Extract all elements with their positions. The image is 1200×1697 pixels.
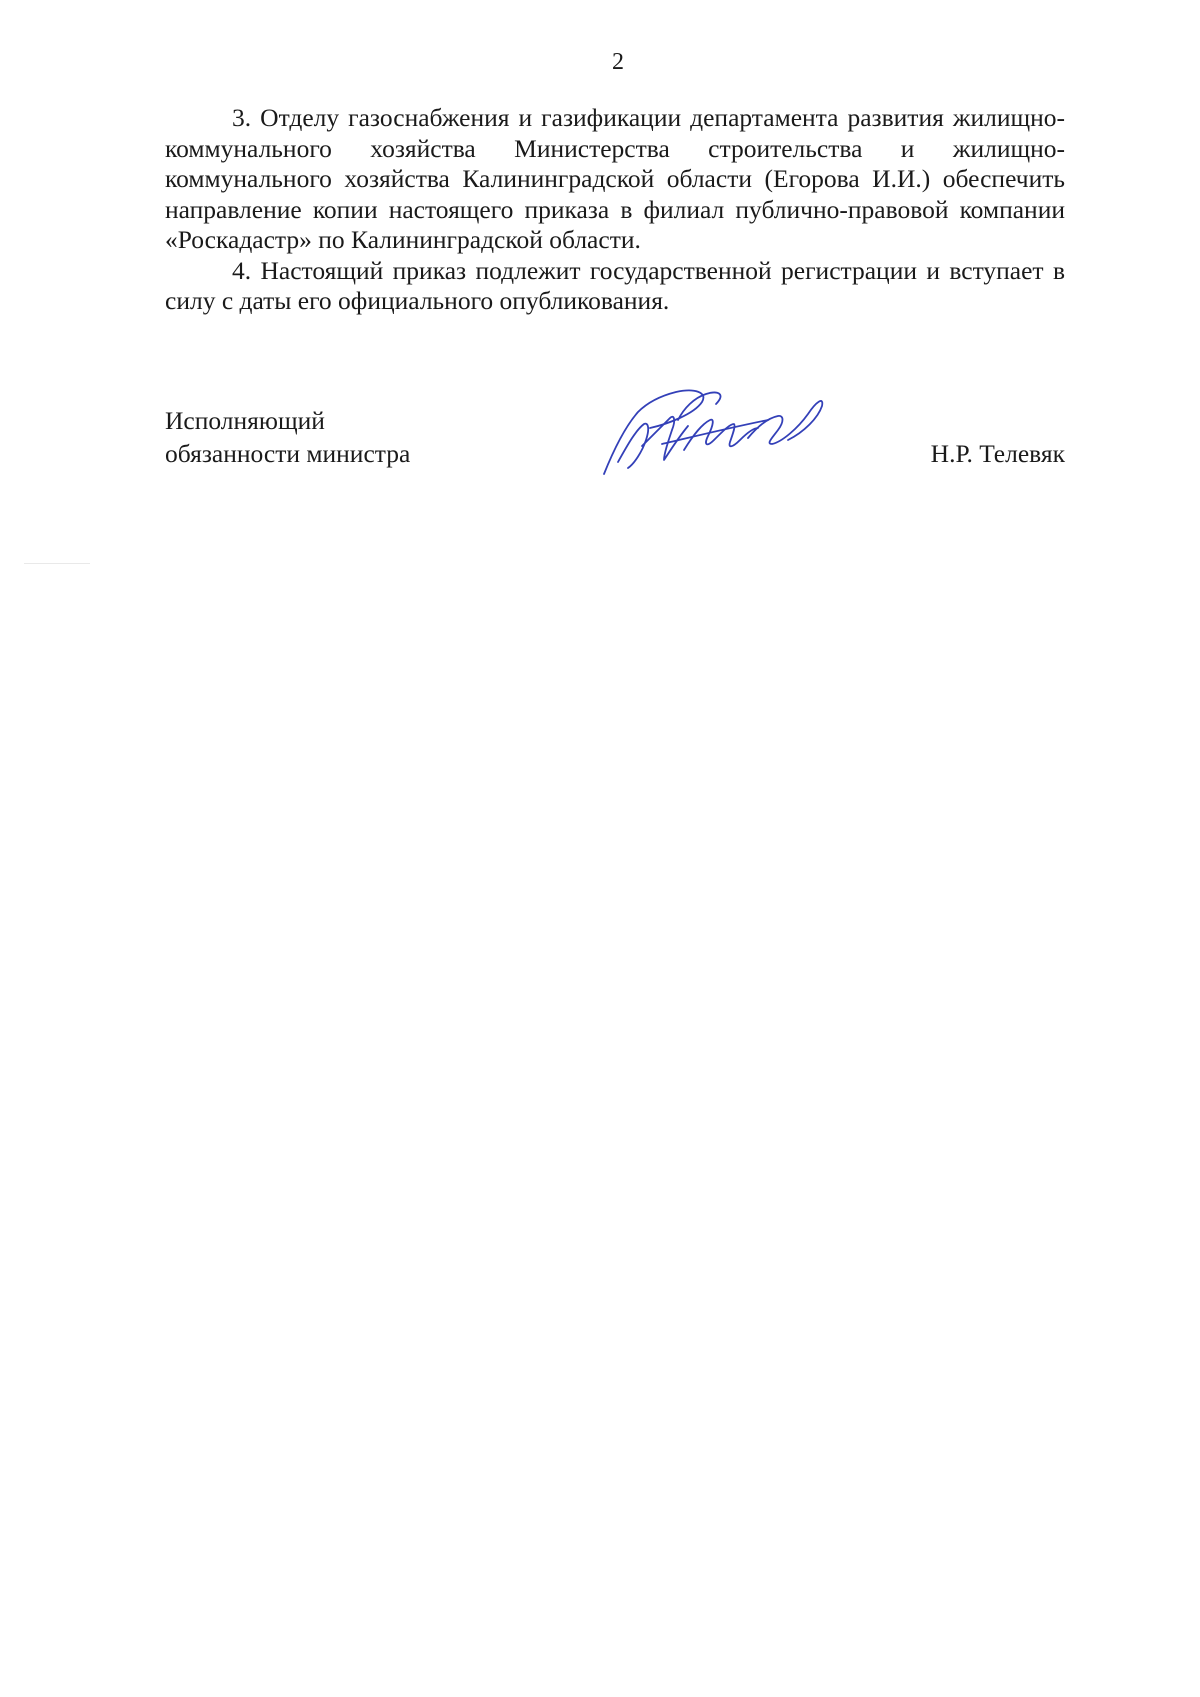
document-body: [165, 103, 1065, 317]
handwritten-signature: [598, 384, 830, 480]
paragraph-3: 3. Отделу газоснабжения и газификации департамента развития жилищно-коммунального хозяйства Министерства строительства и жилищно-коммунального хозяйства Калининградской области (Егорова И.И.) обеспечить направление копии настоящего приказа в филиал публично-правовой компании «Роскадастр» по Калининградской области.: [165, 103, 1065, 254]
scan-artifact: [24, 563, 90, 564]
signatory-title-line-2: обязанности министра: [165, 439, 411, 468]
signatory-title-line-1: Исполняющий: [165, 406, 325, 435]
page-number: 2: [612, 49, 624, 75]
signatory-name: Н.Р. Телевяк: [930, 439, 1065, 468]
signatory-title: [165, 404, 410, 470]
paragraph-4: 4. Настоящий приказ подлежит государственной регистрации и вступает в силу с даты его официального опубликования.: [165, 255, 1065, 315]
